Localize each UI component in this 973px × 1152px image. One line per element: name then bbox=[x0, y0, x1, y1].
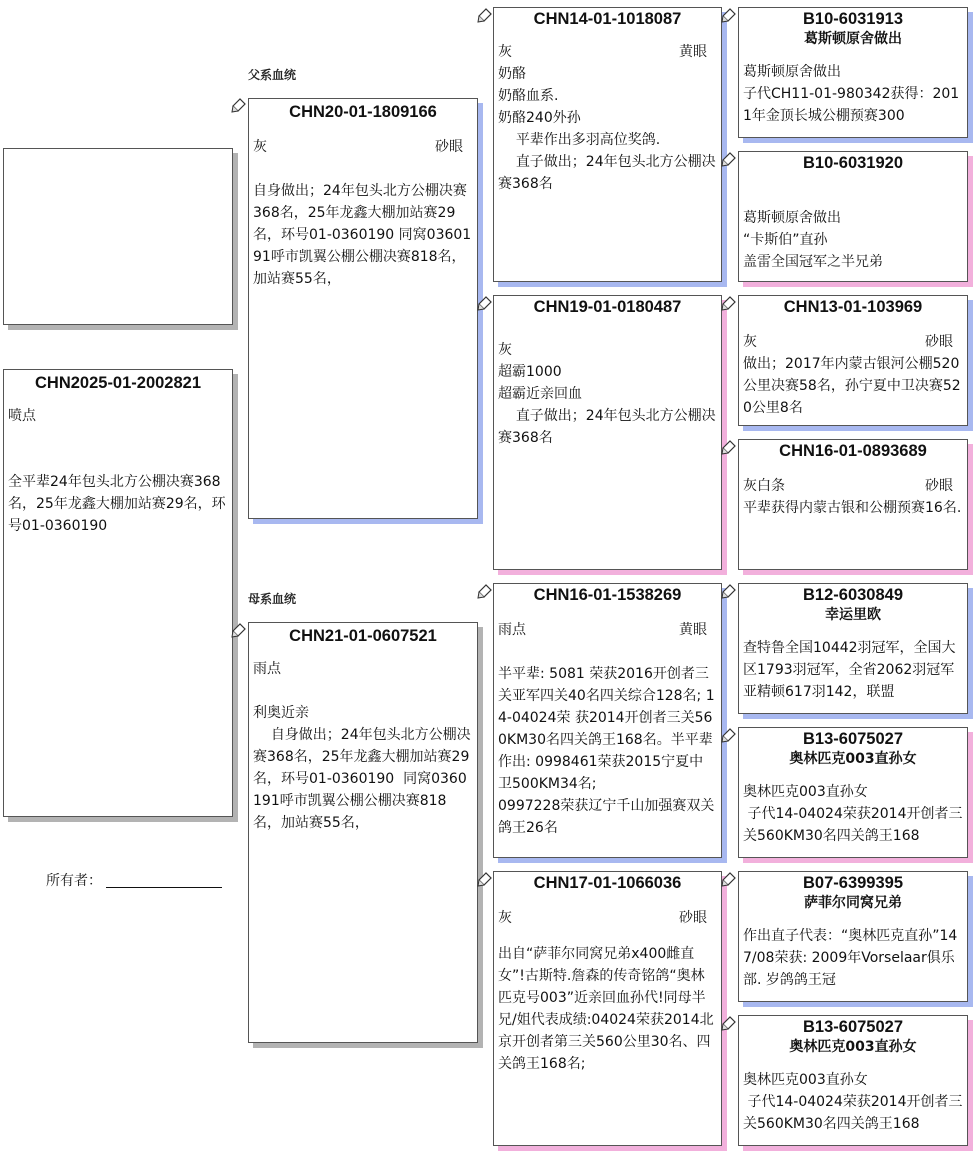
ssd-ring-number: B10-6031920 bbox=[803, 154, 903, 172]
dam-dam-notes: 出自“萨菲尔同窝兄弟x400雌直女”!古斯特.詹森的传奇铭鸽“奥林匹克号003”近亲回血孙代!同母半兄/姐代表成绩:04024荣获2014北京开创者第三关560公里30名、四关鸽王168名; bbox=[498, 946, 714, 1072]
sds-card[interactable] bbox=[738, 295, 968, 426]
sire-sire-notes: 奶酪 奶酪血系. 奶酪240外孙 平辈作出多羽高位奖鸽. 直子做出；24年包头北方公棚决赛368名 bbox=[498, 66, 716, 192]
edit-icon[interactable] bbox=[721, 151, 737, 167]
sire-sire-eye: 黄眼 bbox=[679, 44, 707, 60]
edit-icon[interactable] bbox=[721, 871, 737, 887]
edit-icon[interactable] bbox=[721, 727, 737, 743]
sds-notes: 做出；2017年内蒙古银河公棚520公里决赛58名，孙宁夏中卫决赛520公里8名 bbox=[743, 356, 961, 416]
dam-dam-card[interactable] bbox=[493, 871, 722, 1146]
sire-dam-color: 灰 bbox=[498, 342, 512, 358]
dam-card[interactable] bbox=[248, 622, 478, 1043]
sire-notes: 自身做出；24年包头北方公棚决赛368名，25年龙鑫大棚加站赛29名，环号01-0360190 同窝0360191呼市凯翼公棚公棚决赛818名，加站赛55名， bbox=[253, 183, 472, 287]
sdd-color: 灰白条 bbox=[743, 478, 785, 494]
dss-name: 幸运里欧 bbox=[825, 607, 881, 623]
dsd-card[interactable] bbox=[738, 727, 968, 858]
sdd-notes: 平辈获得内蒙古银和公棚预赛16名. bbox=[743, 500, 962, 516]
photo-frame[interactable] bbox=[3, 148, 233, 325]
dam-sire-card[interactable] bbox=[493, 583, 722, 858]
dsd-notes: 奥林匹克003直孙女 子代14-04024荣获2014开创者三关560KM30名四关鸽王168 bbox=[743, 784, 963, 844]
subject-color: 喷点 bbox=[8, 408, 36, 424]
ddd-card[interactable] bbox=[738, 1015, 968, 1146]
edit-icon[interactable] bbox=[477, 295, 493, 311]
dss-notes: 查特鲁全国10442羽冠军，全国大区1793羽冠军，全省2062羽冠军亚精顿617羽142，联盟 bbox=[743, 640, 956, 700]
sire-line-label: 父系血统 bbox=[248, 68, 297, 82]
ddd-name: 奥林匹克003直孙女 bbox=[789, 1039, 917, 1055]
dds-notes: 作出直子代表：“奥林匹克直孙”147/08荣获: 2009年Vorselaar俱乐部. 岁鸽鸽王冠 bbox=[743, 928, 958, 988]
dds-card[interactable] bbox=[738, 871, 968, 1002]
dsd-ring-number: B13-6075027 bbox=[803, 730, 903, 748]
sss-notes: 葛斯顿原舍做出 子代CH11-01-980342获得：2011年金顶长城公棚预赛300 bbox=[743, 64, 960, 124]
sdd-eye: 砂眼 bbox=[925, 478, 953, 494]
edit-icon[interactable] bbox=[721, 1015, 737, 1031]
sss-card[interactable] bbox=[738, 7, 968, 138]
dss-card[interactable] bbox=[738, 583, 968, 714]
owner-label: 所有者： bbox=[46, 873, 102, 889]
sire-dam-ring-number: CHN19-01-0180487 bbox=[533, 298, 682, 316]
sire-dam-notes: 超霸1000 超霸近亲回血 直子做出；24年包头北方公棚决赛368名 bbox=[498, 364, 716, 446]
dam-ring-number: CHN21-01-0607521 bbox=[289, 627, 437, 645]
ssd-card[interactable] bbox=[738, 151, 968, 282]
dsd-name: 奥林匹克003直孙女 bbox=[789, 751, 917, 767]
ddd-notes: 奥林匹克003直孙女 子代14-04024荣获2014开创者三关560KM30名四关鸽王168 bbox=[743, 1072, 963, 1132]
dam-notes: 自身做出；24年包头北方公棚决赛368名，25年龙鑫大棚加站赛29名，环号01-0360190 同窝0360191呼市凯翼公棚公棚决赛818名，加站赛55名， bbox=[253, 727, 471, 831]
owner-input-line[interactable] bbox=[106, 873, 222, 888]
ssd-notes: 葛斯顿原舍做出 “卡斯伯”直孙 盖雷全国冠军之半兄弟 bbox=[743, 210, 883, 270]
sds-ring-number: CHN13-01-103969 bbox=[783, 298, 923, 316]
dds-ring-number: B07-6399395 bbox=[803, 874, 903, 892]
edit-icon[interactable] bbox=[231, 97, 247, 113]
dam-color: 雨点 bbox=[253, 661, 281, 677]
sire-color: 灰 bbox=[253, 139, 267, 155]
subject-ring-number: CHN2025-01-2002821 bbox=[34, 374, 202, 392]
sire-card[interactable] bbox=[248, 98, 478, 519]
sds-color: 灰 bbox=[743, 334, 757, 350]
dss-ring-number: B12-6030849 bbox=[803, 586, 903, 604]
dam-sire-color: 雨点 bbox=[498, 622, 526, 638]
sire-ring-number: CHN20-01-1809166 bbox=[289, 103, 437, 121]
sss-ring-number: B10-6031913 bbox=[803, 10, 903, 28]
dam-sire-ring-number: CHN16-01-1538269 bbox=[533, 586, 682, 604]
sire-sire-color: 灰 bbox=[498, 44, 512, 60]
sds-eye: 砂眼 bbox=[925, 334, 953, 350]
dam-line-label: 母系血统 bbox=[248, 592, 297, 606]
subject-card[interactable] bbox=[3, 369, 233, 817]
sire-sire-ring-number: CHN14-01-1018087 bbox=[533, 10, 682, 28]
dds-name: 萨菲尔同窝兄弟 bbox=[804, 895, 902, 911]
dam-line1: 利奥近亲 bbox=[253, 705, 309, 721]
edit-icon[interactable] bbox=[721, 439, 737, 455]
edit-icon[interactable] bbox=[477, 7, 493, 23]
dam-dam-color: 灰 bbox=[498, 910, 512, 926]
dam-dam-eye: 砂眼 bbox=[679, 910, 707, 926]
edit-icon[interactable] bbox=[721, 295, 737, 311]
dam-dam-ring-number: CHN17-01-1066036 bbox=[533, 874, 682, 892]
edit-icon[interactable] bbox=[231, 622, 247, 638]
edit-icon[interactable] bbox=[721, 7, 737, 23]
sss-name: 葛斯顿原舍做出 bbox=[804, 31, 902, 47]
ddd-ring-number: B13-6075027 bbox=[803, 1018, 903, 1036]
edit-icon[interactable] bbox=[721, 583, 737, 599]
sdd-ring-number: CHN16-01-0893689 bbox=[779, 442, 927, 460]
owner-field[interactable] bbox=[46, 870, 222, 890]
edit-icon[interactable] bbox=[477, 871, 493, 887]
dam-sire-notes: 半平辈: 5081 荣获2016开创者三关亚军四关40名四关综合128名; 14-04024荣 获2014开创者三关560KM30名四关鸽王168名。半平辈作出: 0998461荣获2015宁夏中卫500KM34名; 0997228荣获辽宁千山加强赛双关鸽王26名 bbox=[498, 666, 715, 836]
sire-dam-card[interactable] bbox=[493, 295, 722, 570]
subject-notes: 全平辈24年包头北方公棚决赛368名，25年龙鑫大棚加站赛29名，环号01-0360190 bbox=[8, 474, 226, 534]
dam-sire-eye: 黄眼 bbox=[679, 622, 707, 638]
sdd-card[interactable] bbox=[738, 439, 968, 570]
sire-sire-card[interactable] bbox=[493, 7, 722, 282]
edit-icon[interactable] bbox=[477, 583, 493, 599]
sire-eye: 砂眼 bbox=[435, 139, 463, 155]
